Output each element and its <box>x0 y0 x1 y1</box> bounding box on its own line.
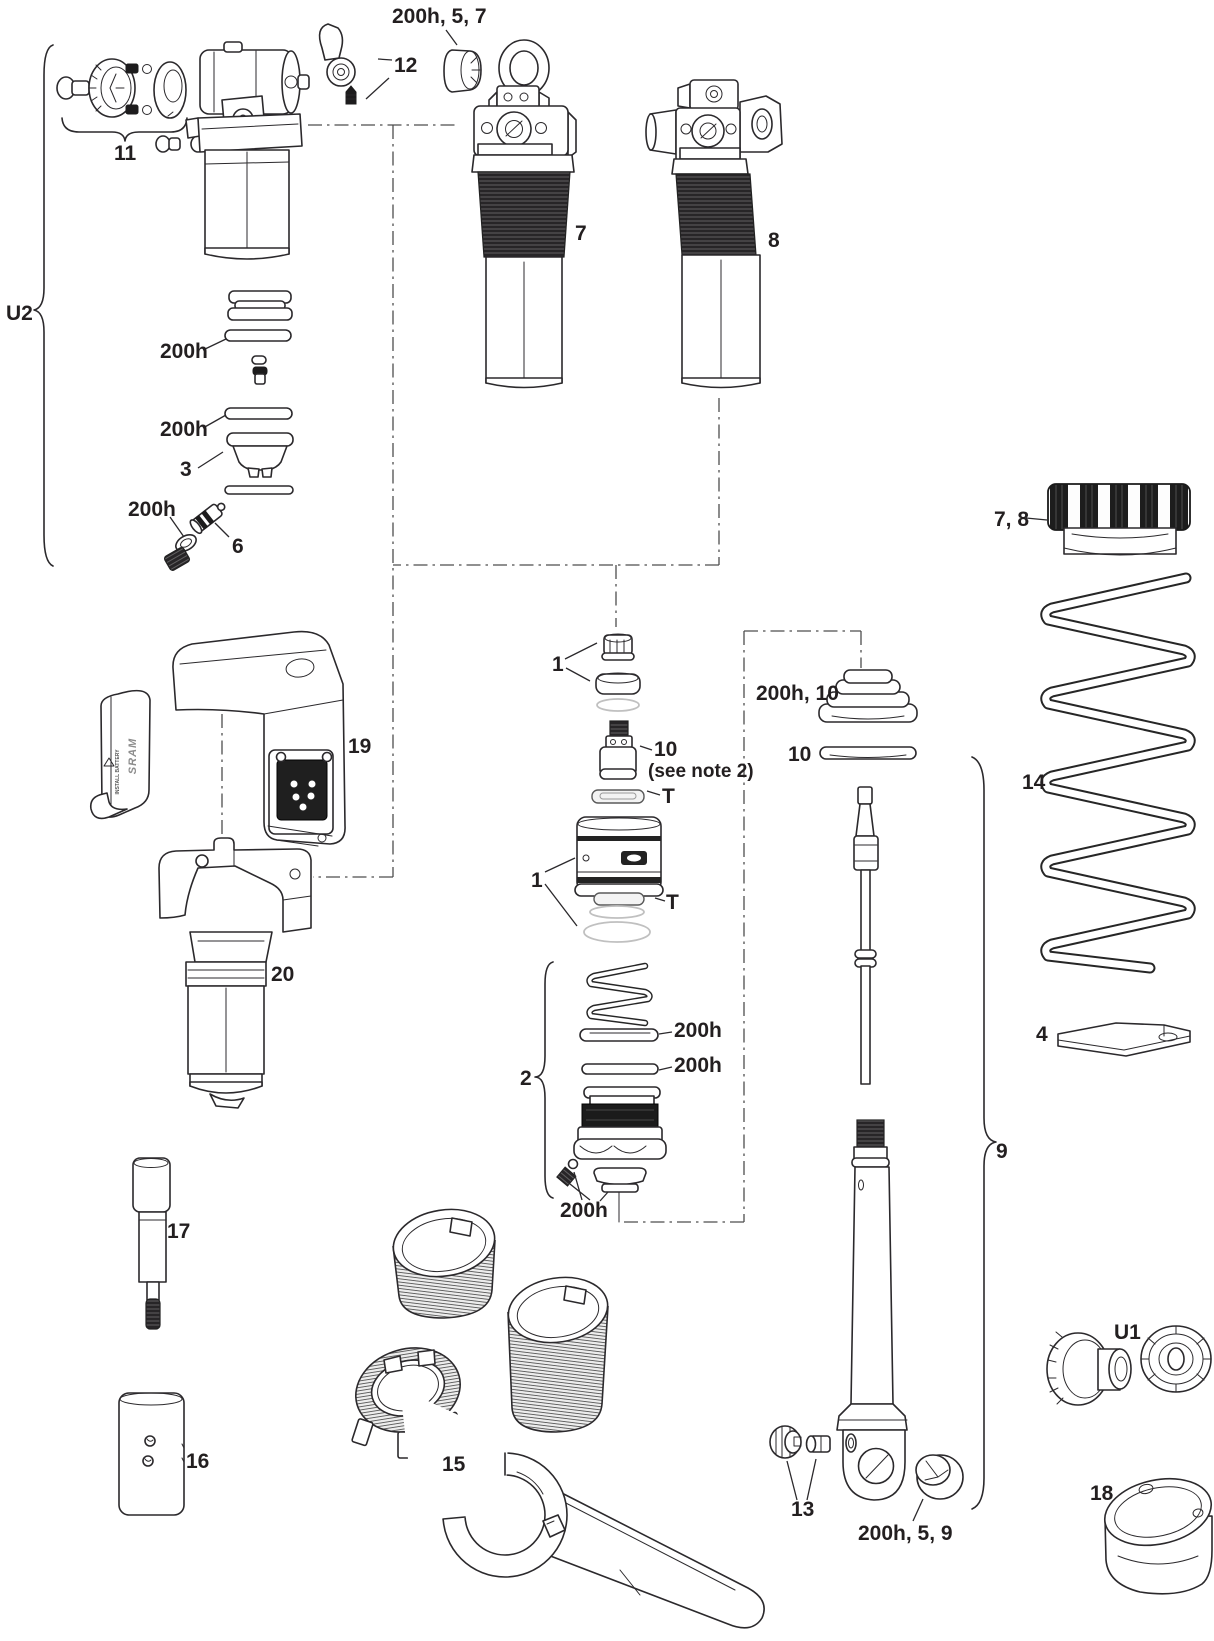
tube-16 <box>119 1393 184 1515</box>
spring-retainer-4 <box>1058 1023 1190 1056</box>
shaft-clamp-tool-17 <box>133 1158 170 1329</box>
label-fitting-13: 13 <box>791 1498 815 1521</box>
seal-t-top <box>592 790 644 803</box>
coil-spring-14 <box>1046 578 1191 968</box>
label-u1: U1 <box>1114 1321 1141 1344</box>
washer-10 <box>820 747 916 759</box>
seal-t-bottom <box>584 893 650 942</box>
label-washer-10: 10 <box>788 743 812 766</box>
label-retainer-4: 4 <box>1036 1023 1048 1046</box>
label-spring-14: 14 <box>1022 771 1046 794</box>
label-seal-t-bottom: T <box>666 891 679 914</box>
shock-body-7 <box>472 40 576 388</box>
bumper-part <box>444 50 481 92</box>
rebound-stack-2 <box>557 966 666 1192</box>
label-bushing: 200h, 5, 9 <box>858 1522 953 1545</box>
label-piston-1: 1 <box>531 869 543 892</box>
label-lever-12: 12 <box>394 54 418 77</box>
label-oring-b: 200h <box>160 418 208 441</box>
label-hardware-11: 11 <box>114 142 137 165</box>
motor-module-19 <box>173 632 345 846</box>
label-tool-17: 17 <box>167 1220 191 1243</box>
shock-body-8 <box>646 80 782 388</box>
label-collar-78: 7, 8 <box>994 508 1030 531</box>
label-oring-c: 200h <box>128 498 176 521</box>
damper-assembly-body <box>186 42 309 259</box>
label-oring-d: 200h <box>674 1019 722 1042</box>
label-bellows: 200h, 10 <box>756 682 839 705</box>
sram-logo-text: SRAM <box>127 737 139 775</box>
valve-core-6-part <box>188 498 229 535</box>
preload-collar-part <box>1048 484 1190 555</box>
label-cup-18: 18 <box>1090 1482 1114 1505</box>
metering-rod <box>854 787 878 1084</box>
battery-warning-text: INSTALL BATTERY <box>115 749 121 795</box>
label-rebound-2: 2 <box>520 1067 532 1090</box>
battery-cover <box>91 691 150 819</box>
label-assembly-20: 20 <box>271 963 295 986</box>
mount-cup-18 <box>1099 1469 1214 1593</box>
label-tube-16: 16 <box>186 1450 210 1473</box>
eyelet-bushing <box>916 1455 963 1499</box>
label-shaft-9: 9 <box>996 1140 1008 1163</box>
label-module-19: 19 <box>348 735 372 758</box>
label-oring-a: 200h <box>160 340 208 363</box>
air-can-collars <box>346 1202 613 1458</box>
fitting-13-parts <box>770 1426 830 1458</box>
damper-shaft-9 <box>837 1120 907 1500</box>
label-ifp-note: (see note 2) <box>648 761 754 782</box>
air-piston-1 <box>575 817 663 896</box>
label-body-8: 8 <box>768 229 780 252</box>
ifp-piston-10 <box>600 721 636 779</box>
label-oring-e: 200h <box>674 1054 722 1077</box>
label-topcap-1: 1 <box>552 653 564 676</box>
label-ifp-10: 10 <box>654 738 678 761</box>
label-u2: U2 <box>6 302 33 325</box>
label-wrench-15: 15 <box>442 1453 466 1476</box>
label-oring-f: 200h <box>560 1199 608 1222</box>
label-body-7: 7 <box>575 222 587 245</box>
label-bumper: 200h, 5, 7 <box>392 5 487 28</box>
topcap-group-1 <box>596 634 640 711</box>
label-seal-t-top: T <box>662 785 675 808</box>
remote-lever-12 <box>320 24 356 104</box>
label-valve-cap-3: 3 <box>180 458 192 481</box>
label-valve-core-6: 6 <box>232 535 244 558</box>
